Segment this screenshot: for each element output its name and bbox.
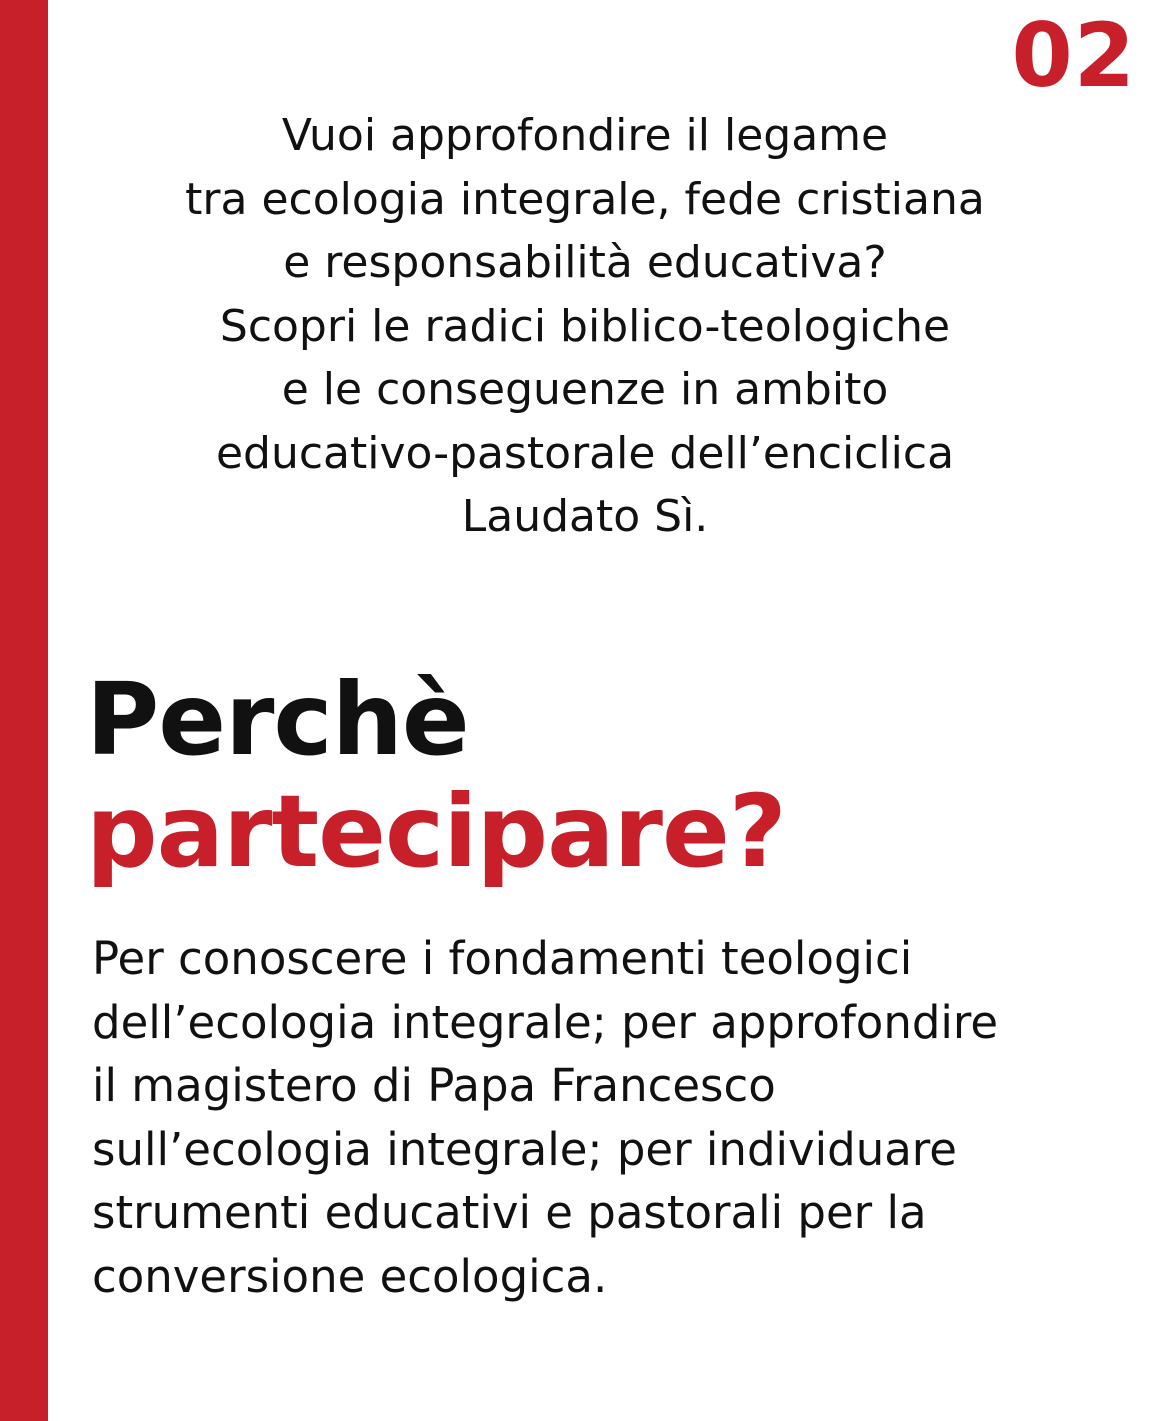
intro-text	[48, 104, 1122, 549]
heading-line-dark: Perchè	[86, 661, 469, 778]
intro-line: Laudato Sì.	[461, 491, 709, 542]
red-accent-bar	[0, 0, 48, 1421]
intro-line: Scopri le radici biblico-teologiche	[219, 300, 951, 352]
body-text	[92, 927, 1132, 1308]
body-line: sull’ecologia integrale; per individuare	[92, 1122, 957, 1176]
body-line: il magistero di Papa Francesco	[92, 1059, 776, 1112]
body-line: conversione ecologica.	[92, 1249, 608, 1303]
intro-line: e le conseguenze in ambito	[281, 364, 889, 415]
intro-line: tra ecologia integrale, fede cristiana	[185, 173, 985, 225]
page-number: 02	[1011, 4, 1136, 107]
heading-line-accent: partecipare?	[86, 773, 786, 890]
intro-line: e responsabilità educativa?	[283, 237, 887, 288]
body-line: dell’ecologia integrale; per approfondire	[92, 995, 999, 1049]
intro-line: educativo-pastorale dell’enciclica	[215, 427, 955, 479]
body-line: strumenti educativi e pastorali per la	[92, 1186, 927, 1239]
body-line: Per conoscere i fondamenti teologici	[92, 932, 913, 985]
section-heading	[86, 661, 786, 890]
intro-line: Vuoi approfondire il legame	[281, 110, 889, 161]
